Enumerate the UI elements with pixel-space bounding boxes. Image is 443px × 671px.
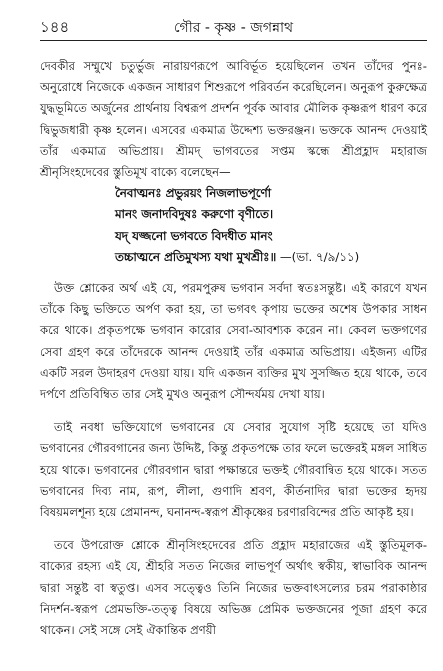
- verse-line-2: মানং জনাদবিদুষঃ করুণো বৃণীতে।: [115, 207, 274, 222]
- running-title: গৌর - কৃষ্ণ - জগন্নাথ: [173, 20, 294, 36]
- paragraph-1: দেবকীর সম্মুখে চতুর্ভুজ নারায়ণরূপে আবির্ভূত হয়েছিলেন তখন তাঁদের পুনঃ-অনুরোধে নিজেকে একজন সাধারণ শিশুরূপে পরিবর্তন করেছিলেন। অনুরূপ কুরুক্ষেত্র যুদ্ধভূমিতে অর্জুনের প্রার্থনায় বিশ্বরূপ প্রদর্শন পূর্বক আবার মৌলিক কৃষ্ণরূপ ধারণ করে দ্বিভুজধারী কৃষ্ণ হলেন। এসবের একমাত্র উদ্দেশ্য ভক্তরঞ্জন। ভক্তকে আনন্দ দেওয়াই তাঁর একমাত্র অভিপ্রায়। শ্রীমদ্ ভাগবতের সপ্তম স্কন্ধে শ্রীপ্রহ্লাদ মহারাজ শ্রীনৃসিংহদেবের স্তুতিমূখ বাক্যে বলেছেন—: [40, 59, 427, 180]
- verse-line-3: যদ্ যজ্জনো ভগবতে বিদধীত মানং: [115, 228, 273, 243]
- verse-line-4-text: তচ্চাত্মনে প্রতিমুখস্য যথা মুখশ্রীঃ॥: [115, 249, 277, 264]
- header-rule: [40, 40, 427, 41]
- verse-line-4: [115, 247, 427, 268]
- verse-reference: —(ভা. ৭/৯/১১): [276, 249, 360, 264]
- page-header: [40, 16, 427, 38]
- page-body: [40, 56, 427, 641]
- paragraph-3: তাই নবধা ভক্তিযোগে ভগবানের যে সেবার সুযোগ সৃষ্টি হয়েছে তা যদিও ভগবানের গৌরবগানের জন্য উদ্দিষ্ট, কিন্তু প্রকৃতপক্ষে তার ফলে ভক্তেরই মঙ্গল সাধিত হয়ে থাকে। ভগবানের গৌরবগান দ্বারা পক্ষান্তরে ভক্তই গৌরবান্বিত হয়ে থাকে। সতত ভগবানের দিব্য নাম, রূপ, লীলা, গুণাদি শ্রবণ, কীর্তনাদির দ্বারা ভক্তের হৃদয় বিষয়মলশূন্য হয়ে প্রেমানন্দ, ঘনানন্দ-স্বরূপ শ্রীকৃষ্ণের চরণারবিন্দের প্রতি আকৃষ্ট হয়।: [40, 420, 427, 520]
- sanskrit-verse: [40, 183, 427, 268]
- page-number: ১৪৪: [40, 18, 70, 36]
- verse-line-1: নৈবাত্মনঃ প্রভুরয়ং নিজলাভপূর্ণো: [115, 186, 272, 201]
- paragraph-4: তবে উপরোক্ত শ্লোকে শ্রীনৃসিংহদেবের প্রতি প্রহ্লাদ মহারাজের এই স্তুতিমূলক-বাক্যের রহস্য এই যে, শ্রীহরি সতত নিজের লাভপূর্ণ অর্থাৎ স্বকীয়, স্বাভাবিক আনন্দ দ্বারা সন্তুষ্ট বা স্বতুপ্ত। এসব সত্ত্বেও তিনি নিজের ভক্তবাৎসল্যের চরম পরাকাষ্ঠার নিদর্শন-স্বরূপ প্রেমভক্তি-তত্ত্ব বিষয়ে অভিজ্ঞ প্রেমিক ভক্তজনের পূজা গ্রহণ করে থাকেন। সেই সঙ্গে সেই ঐকান্তিক প্রণয়ী: [40, 538, 427, 638]
- paragraph-2: উক্ত শ্লোকের অর্থ এই যে, পরমপুরুষ ভগবান সর্বদা স্বতঃসন্তুষ্ট। এই কারণে যখন তাঁকে কিছু ভক্তিতে অর্পণ করা হয়, তা ভগবৎ কৃপায় ভক্তের অশেষ উপকার সাধন করে থাকে। প্রকৃতপক্ষে ভগবান কারোর সেবা-আবশ্যক করেন না। কেবল ভক্তগণের সেবা গ্রহণ করে তাঁদেরকে আনন্দ দেওয়াই তাঁর একমাত্র অভিপ্রায়। এইজন্য এটির একটি সরল উদাহরণ দেওয়া যায়। যদি একজন ব্যক্তির মুখ সুসজ্জিত হয়ে থাকে, তবে দর্পণে প্রতিবিম্বিত তার সেই মুখও অনুরূপ সৌন্দর্যময় দেখা যায়।: [40, 281, 427, 402]
